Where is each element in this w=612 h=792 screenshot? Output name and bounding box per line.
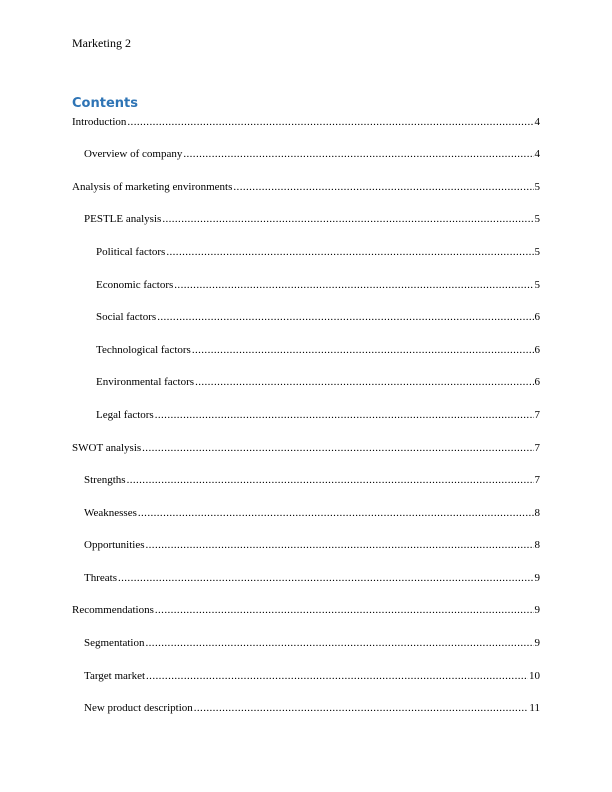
toc-entry-page: 7 [534, 442, 540, 454]
toc-entry-target-market[interactable] [84, 670, 540, 683]
dot-leader [183, 148, 533, 161]
toc-entry-label: PESTLE analysis [84, 213, 162, 225]
dot-leader [142, 442, 533, 455]
toc-entry-overview-of-company[interactable] [84, 148, 540, 161]
toc-entry-label: Weaknesses [84, 507, 137, 519]
toc-entry-label: Segmentation [84, 637, 145, 649]
toc-entry-page: 7 [534, 474, 540, 486]
toc-entry-weaknesses[interactable] [84, 507, 540, 520]
toc-entry-opportunities[interactable] [84, 539, 540, 552]
toc-entry-swot-analysis[interactable] [72, 442, 540, 455]
toc-entry-label: Political factors [96, 246, 166, 258]
dot-leader [155, 604, 534, 617]
toc-entry-segmentation[interactable] [84, 637, 540, 650]
dot-leader [194, 702, 529, 715]
toc-entry-technological-factors[interactable] [96, 344, 540, 357]
toc-entry-legal-factors[interactable] [96, 409, 540, 422]
toc-entry-page: 10 [529, 670, 540, 682]
toc-title: Contents [72, 96, 138, 111]
toc-entry-label: Recommendations [72, 604, 154, 616]
dot-leader [166, 246, 533, 259]
toc-entry-political-factors[interactable] [96, 246, 540, 259]
toc-entry-label: Overview of company [84, 148, 183, 160]
toc-entry-economic-factors[interactable] [96, 279, 540, 292]
toc-entry-label: New product description [84, 702, 193, 714]
toc-entry-pestle-analysis[interactable] [84, 213, 540, 226]
dot-leader [174, 279, 533, 292]
toc-entry-page: 5 [534, 181, 540, 193]
toc-entry-label: SWOT analysis [72, 442, 142, 454]
toc-entry-page: 6 [534, 376, 540, 388]
toc-entry-label: Analysis of marketing environments [72, 181, 233, 193]
toc-entry-label: Environmental factors [96, 376, 195, 388]
toc-entry-recommendations[interactable] [72, 604, 540, 617]
toc-entry-label: Legal factors [96, 409, 154, 421]
toc-entry-label: Economic factors [96, 279, 174, 291]
toc-entry-page: 5 [534, 279, 540, 291]
dot-leader [138, 507, 534, 520]
toc-entry-label: Strengths [84, 474, 126, 486]
toc-entry-threats[interactable] [84, 572, 540, 585]
dot-leader [192, 344, 534, 357]
toc-entry-strengths[interactable] [84, 474, 540, 487]
toc-entry-page: 11 [529, 702, 540, 714]
toc-entry-environmental-factors[interactable] [96, 376, 540, 389]
toc-entry-new-product-description[interactable] [84, 702, 540, 715]
dot-leader [118, 572, 534, 585]
dot-leader [146, 637, 534, 650]
toc-entry-page: 7 [534, 409, 540, 421]
toc-entry-page: 9 [534, 637, 540, 649]
toc-entry-page: 6 [534, 344, 540, 356]
toc-entry-page: 5 [534, 213, 540, 225]
dot-leader [157, 311, 533, 324]
dot-leader [162, 213, 533, 226]
dot-leader [127, 116, 533, 129]
toc-entry-label: Social factors [96, 311, 157, 323]
running-head: Marketing 2 [72, 36, 131, 50]
toc-entry-social-factors[interactable] [96, 311, 540, 324]
toc-entry-page: 8 [534, 507, 540, 519]
toc-entry-label: Target market [84, 670, 146, 682]
dot-leader [146, 670, 528, 683]
dot-leader [146, 539, 534, 552]
toc-entry-analysis-of-marketing-environments[interactable] [72, 181, 540, 194]
toc-entry-label: Technological factors [96, 344, 191, 356]
toc-entry-page: 9 [534, 604, 540, 616]
dot-leader [233, 181, 533, 194]
toc-entry-label: Threats [84, 572, 117, 584]
toc-entry-page: 4 [534, 148, 540, 160]
toc-entry-label: Introduction [72, 116, 127, 128]
toc-entry-introduction[interactable] [72, 116, 540, 129]
toc-entry-label: Opportunities [84, 539, 145, 551]
dot-leader [155, 409, 534, 422]
toc-entry-page: 6 [534, 311, 540, 323]
toc-entry-page: 8 [534, 539, 540, 551]
toc-entry-page: 4 [534, 116, 540, 128]
dot-leader [127, 474, 534, 487]
toc-entry-page: 9 [534, 572, 540, 584]
dot-leader [195, 376, 533, 389]
toc-entry-page: 5 [534, 246, 540, 258]
